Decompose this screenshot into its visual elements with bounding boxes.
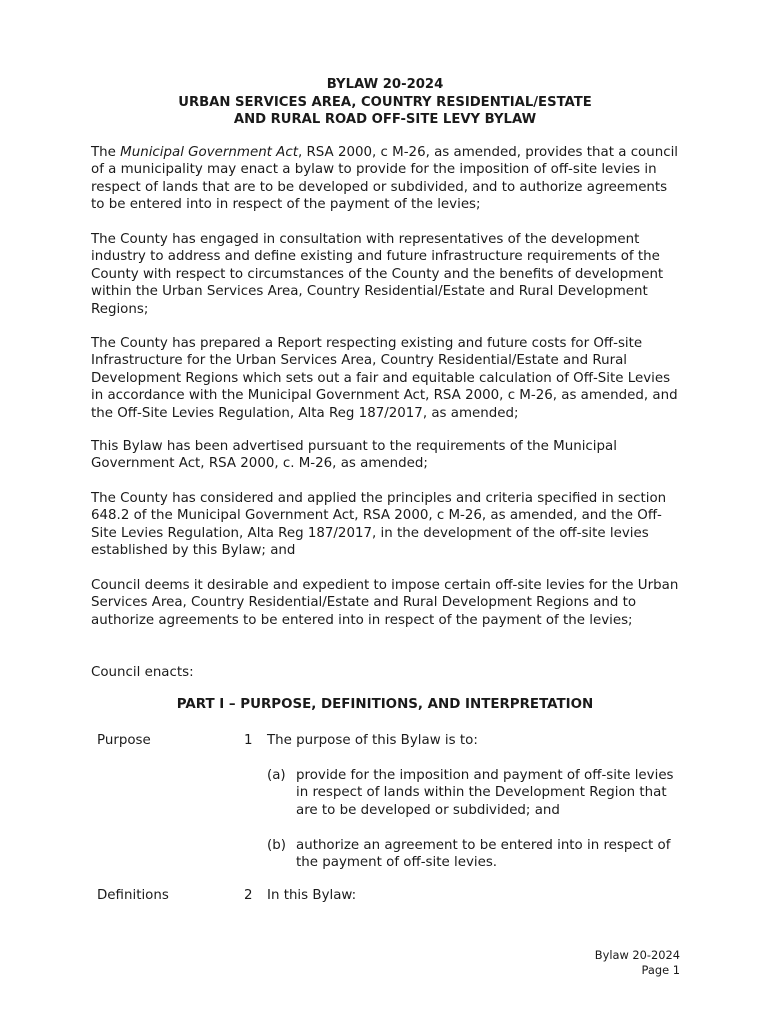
recital-paragraph-1	[91, 144, 681, 214]
clause-a-label: (a)	[267, 768, 286, 783]
recital-1-rest: , RSA 2000, c M-26, as amended, provides that a council of a municipality may enact a bylaw to provide for the imposition of off-site levies in respect of lands that are to be developed or subdivided, and to authorize agreements to be entered into in respect of the payment of the levies;	[91, 145, 679, 213]
page-footer	[595, 948, 680, 978]
footer-doc-name: Bylaw 20-2024	[594, 948, 680, 962]
side-label-definitions: Definitions	[97, 888, 169, 903]
document-title	[0, 76, 770, 129]
recital-1-act-name: Municipal Government Act	[120, 145, 298, 160]
recital-paragraph-2: The County has engaged in consultation with representatives of the development industry to address and define existing and future infrastructure requirements of the County with respect to circumstances of the County and the benefits of development within the Urban Services Area, Country Residential/Estate and Rural Development Regions;	[91, 232, 664, 317]
clause-b	[267, 837, 677, 872]
recital-1-prefix: The	[91, 145, 121, 160]
footer-page-number: Page 1	[641, 963, 680, 977]
title-line-1: BYLAW 20-2024	[326, 77, 444, 92]
enacting-clause: Council enacts:	[91, 665, 194, 680]
section-number-2: 2	[244, 888, 253, 903]
recital-paragraph-3: The County has prepared a Report respecting existing and future costs for Off-site Infrastructure for the Urban Services Area, Country Residential/Estate and Rural Development Regions which sets out a fair and equitable calculation of Off-Site Levies in accordance with the Municipal Government Act, RSA 2000, c M-26, as amended, and the Off-Site Levies Regulation, Alta Reg 187/2017, as amended;	[91, 336, 678, 421]
section-number-1: 1	[244, 733, 253, 748]
title-line-3: AND RURAL ROAD OFF-SITE LEVY BYLAW	[233, 112, 537, 128]
clause-b-label: (b)	[267, 838, 286, 853]
recital-paragraph-5: The County has considered and applied the principles and criteria specified in section 648.2 of the Municipal Government Act, RSA 2000, c M-26, as amended, and the Off-Site Levies Regulation, Alta Reg 187/2017, in the development of the off-site levies established by this Bylaw; and	[91, 491, 667, 559]
part-heading: PART I – PURPOSE, DEFINITIONS, AND INTERPRETATION	[176, 697, 594, 712]
title-line-2: URBAN SERVICES AREA, COUNTRY RESIDENTIAL/ESTATE	[178, 94, 592, 110]
clause-b-text: authorize an agreement to be entered into in respect of the payment of off-site levies.	[296, 838, 671, 871]
recital-paragraph-4: This Bylaw has been advertised pursuant to the requirements of the Municipal Government Act, RSA 2000, c. M-26, as amended;	[91, 439, 617, 472]
clause-a	[267, 767, 677, 819]
section-1-text: The purpose of this Bylaw is to:	[267, 733, 478, 748]
recital-paragraph-6: Council deems it desirable and expedient to impose certain off-site levies for the Urban Services Area, Country Residential/Estate and Rural Development Regions and to authorize agreements to be entered into in respect of the payment of the levies;	[91, 578, 679, 628]
clause-a-text: provide for the imposition and payment of off-site levies in respect of lands within the Development Region that are to be developed or subdivided; and	[296, 768, 674, 818]
section-2-text: In this Bylaw:	[267, 888, 357, 903]
side-label-purpose: Purpose	[97, 733, 151, 748]
